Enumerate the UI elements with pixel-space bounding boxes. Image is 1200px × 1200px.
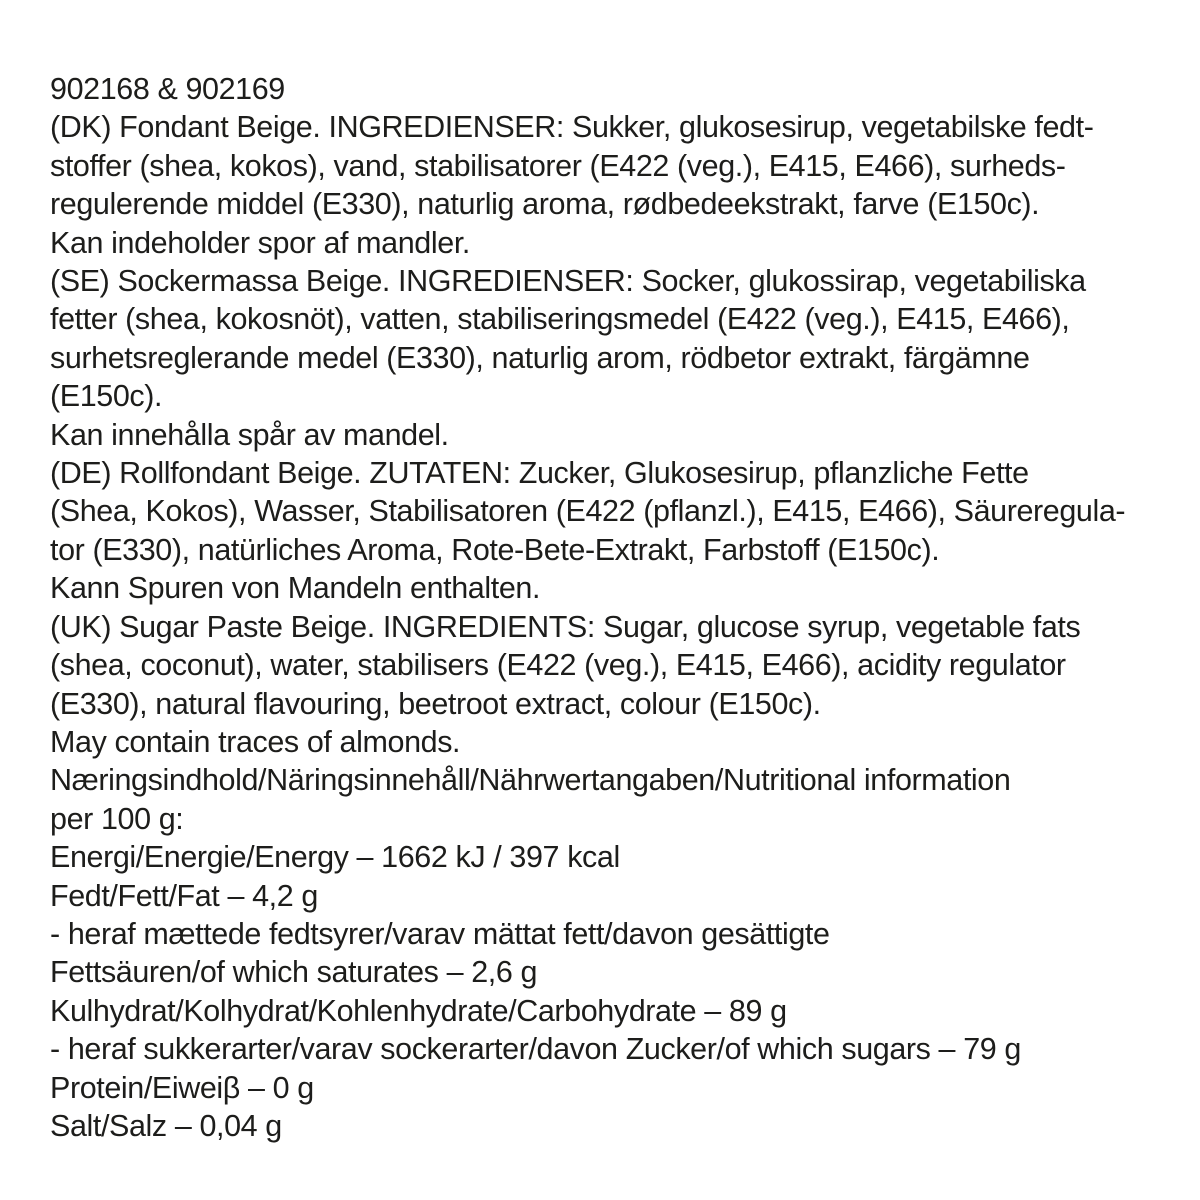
text-line: (shea, coconut), water, stabilisers (E422 (veg.), E415, E466), acidity regulator: [50, 648, 1066, 683]
text-line: (Shea, Kokos), Wasser, Stabilisatoren (E422 (pflanzl.), E415, E466), Säureregula-: [50, 494, 1126, 529]
allergen-statement-de: Kann Spuren von Mandeln enthalten.: [50, 571, 541, 606]
text-line: fetter (shea, kokosnöt), vatten, stabiliseringsmedel (E422 (veg.), E415, E466),: [50, 302, 1070, 337]
nutrition-fat: Fedt/Fett/Fat – 4,2 g: [50, 878, 318, 913]
product-codes: 902168 & 902169: [50, 72, 285, 106]
text-line: (DK) Fondant Beige. INGREDIENSER: Sukker, glukosesirup, vegetabilske fedt-: [50, 110, 1094, 145]
text-line: regulerende middel (E330), naturlig aroma, rødbedeekstrakt, farve (E150c).: [50, 187, 1040, 222]
text-line: (UK) Sugar Paste Beige. INGREDIENTS: Sugar, glucose syrup, vegetable fats: [50, 609, 1081, 644]
section-dk-ingredients: [50, 108, 1160, 262]
nutrition-protein: Protein/Eiweiβ – 0 g: [50, 1070, 314, 1105]
allergen-statement-se: Kan innehålla spår av mandel.: [50, 417, 449, 452]
nutrition-saturates-2: Fettsäuren/of which saturates – 2,6 g: [50, 955, 538, 990]
section-se-ingredients: [50, 262, 1160, 454]
section-uk-ingredients: [50, 608, 1160, 762]
text-line: (E150c).: [50, 379, 163, 414]
section-nutrition: [50, 761, 1160, 1145]
nutrition-energy: Energi/Energie/Energy – 1662 kJ / 397 kcal: [50, 840, 620, 875]
nutrition-carbohydrate: Kulhydrat/Kolhydrat/Kohlenhydrate/Carbohydrate – 89 g: [50, 993, 787, 1028]
nutrition-per-100g: per 100 g:: [50, 801, 184, 836]
nutrition-sugars: - heraf sukkerarter/varav sockerarter/davon Zucker/of which sugars – 79 g: [50, 1032, 1021, 1067]
text-line: tor (E330), natürliches Aroma, Rote-Bete-Extrakt, Farbstoff (E150c).: [50, 532, 940, 567]
section-de-ingredients: [50, 454, 1160, 608]
text-line: surhetsreglerande medel (E330), naturlig arom, rödbetor extrakt, färgämne: [50, 340, 1030, 375]
nutrition-salt: Salt/Salz – 0,04 g: [50, 1108, 282, 1143]
text-line: (E330), natural flavouring, beetroot extract, colour (E150c).: [50, 686, 821, 721]
text-line: stoffer (shea, kokos), vand, stabilisatorer (E422 (veg.), E415, E466), surheds-: [50, 148, 1066, 183]
allergen-statement-uk: May contain traces of almonds.: [50, 724, 461, 759]
text-line: (SE) Sockermassa Beige. INGREDIENSER: Socker, glukossirap, vegetabiliska: [50, 264, 1086, 299]
nutrition-saturates-1: - heraf mættede fedtsyrer/varav mättat fett/davon gesättigte: [50, 916, 830, 951]
nutrition-heading: Næringsindhold/Näringsinnehåll/Nährwertangaben/Nutritional information: [50, 763, 1011, 798]
text-line: (DE) Rollfondant Beige. ZUTATEN: Zucker, Glukosesirup, pflanzliche Fette: [50, 456, 1029, 491]
allergen-statement-dk: Kan indeholder spor af mandler.: [50, 225, 470, 260]
